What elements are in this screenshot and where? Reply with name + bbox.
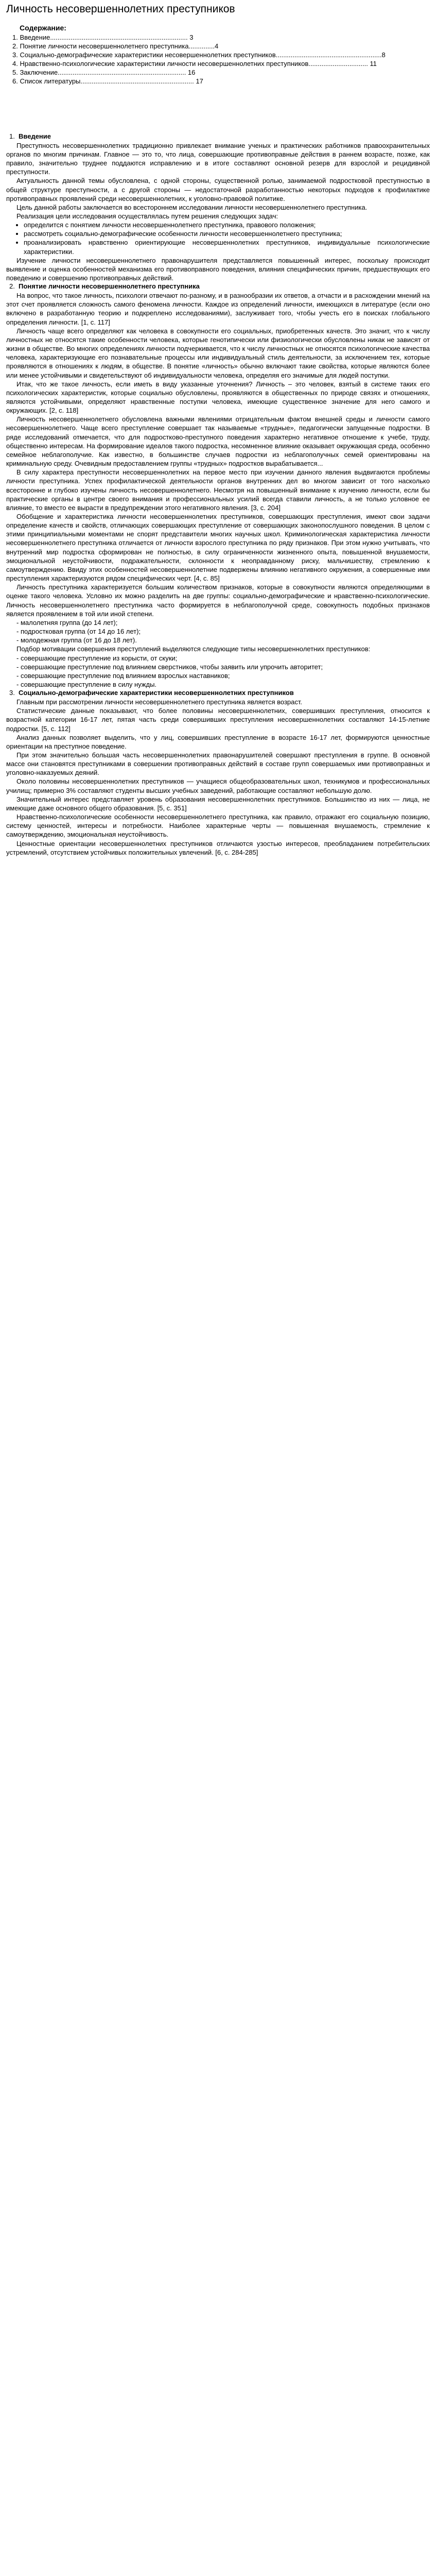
spacer xyxy=(6,86,430,132)
table-of-contents xyxy=(12,23,424,86)
section-title: Введение xyxy=(19,132,51,140)
paragraph: Преступность несовершеннолетних традиционно привлекает внимание ученых и практических работников правоохранительных органов по многим причинам. Главное — это то, что лица, совершающие противоправные действия в раннем возрасте, позже, как правило, значительно труднее поддаются исправлению и в итоге составляют основной резерв для взрослой и рецидивной преступности. xyxy=(6,141,430,176)
list-item: - малолетняя группа (до 14 лет); xyxy=(16,618,118,626)
paragraph: Около половины несовершеннолетних преступников — учащиеся общеобразовательных школ, техникумов и профессиональных училищ; примерно 3% составляют студенты высших учебных заведений, работающие составляют небольшую долю. xyxy=(6,777,430,794)
list-item: - молодежная группа (от 16 до 18 лет). xyxy=(16,636,137,645)
paragraph: Итак, что же такое личность, если иметь в виду указанные уточнения? Личность – это человек, взятый в системе таких его психологических характеристик, которые социально обусловлены, проявляются в общественных по природе связях и отношениях, являются устойчивыми, определяют нравственные поступки человека, имеющие существенное значение для него самого и окружающих. [2, с. 118] xyxy=(6,380,430,415)
page-title: Личность несовершеннолетних преступников xyxy=(6,3,235,15)
paragraph: Нравственно-психологические особенности несовершеннолетнего преступника, как правило, отражают его социальную позицию, систему ценностей, интересы и потребности. Наиболее характерные черты — повышенная внушаемость, стремление к самоутверждению, эмоциональная неустойчивость. xyxy=(6,813,430,839)
section-heading-concept: 2. Понятие личности несовершеннолетнего преступника xyxy=(9,282,200,291)
paragraph: При этом значительно большая часть несовершеннолетних правонарушителей совершают преступления в группе. В основной массе они становятся преступниками в совершении противоправных действий в составе групп совершаемых ими противоправных и уголовно-наказуемых деяний. xyxy=(6,751,430,777)
toc-item[interactable]: 4. Нравственно-психологические характеристики личности несовершеннолетних преступников................................ 11 xyxy=(12,60,377,68)
toc-item[interactable]: 5. Заключение..................................................................... 16 xyxy=(12,69,196,77)
list-item: - совершающие преступление в силу нужды. xyxy=(16,680,157,688)
list-item: - совершающие преступление под влиянием взрослых наставников; xyxy=(16,671,230,680)
section-heading-socdem: 3. Социально-демографические характеристики несовершеннолетних преступников xyxy=(9,689,294,697)
task-list xyxy=(6,221,430,256)
paragraph: Статистические данные показывают, что более половины несовершеннолетних, совершивших преступления, относится к возрастной категории 16-17 лет, пятая часть среди совершивших преступления несовершеннолетних составляют 14-15-летние подростки. [5, с. 112] xyxy=(6,707,430,733)
section-heading-intro: 1. Введение xyxy=(9,132,51,140)
paragraph: Изучение личности несовершеннолетнего правонарушителя представляется повышенный интерес, поскольку происходит выявление и оценка особенностей механизма его противоправного поведения, влияния специфических причин, предшествующих его поведению и совершению противоправных действий. xyxy=(6,256,430,282)
list-item: • рассмотреть социально-демографические особенности личности несовершеннолетнего преступника; xyxy=(24,229,430,238)
section-title: Социально-демографические характеристики несовершеннолетних преступников xyxy=(19,689,294,697)
list-item: - совершающие преступление под влиянием сверстников, чтобы заявить или упрочить авторитет; xyxy=(16,663,323,671)
paragraph: Личность несовершеннолетнего обусловлена важными явлениями отрицательным фактом внешней среды и личности самого несовершеннолетнего. Чаще всего преступление совершает так называемые «трудные», педагогически запущенные подростки. В ряде исследований отмечается, что для подростково-преступного поведения характерно негативное отношение к учебе, труду, общественно интересам. На формирование идеалов такого подростка, несомненное влияние оказывает окружающая среда, особенно семейное неблагополучие. Как известно, в большинстве случаев подростки из неблагополучных семей ориентированы на криминальную среду. Очевидным предоставлением группы «трудных» подростков вырабатывается... xyxy=(6,415,430,468)
paragraph: На вопрос, что такое личность, психологи отвечают по-разному, и в разнообразии их ответов, а отчасти и в расхождении мнений на этот счет проявляется сложность самого феномена личности. Каждое из определений личности, имеющихся в литературе (если оно включено в разработанную теорию и подкреплено исследованиями), заслуживает того, чтобы учесть его в поисках глобального определения личности. [1, с. 117] xyxy=(6,292,430,326)
toc-heading: Содержание: xyxy=(20,24,66,32)
toc-item[interactable]: 6. Список литературы............................................................. 17 xyxy=(12,77,203,85)
paragraph: Цель данной работы заключается во всестороннем исследовании личности несовершеннолетнего преступника. xyxy=(16,203,368,211)
paragraph: Обобщение и характеристика личности несовершеннолетних преступников, совершающих преступления, имеют свои задачи определение качеств и свойств, отличающих совершающих преступление от совершающих законопослушного поведения. В целом с этими принципиальными моментами не спорят представители многих научных школ. Криминологическая характеристика личности несовершеннолетнего преступника отличается от личности взрослого преступника по ряду признаков. При этом нужно учитывать, что внутренний мир подростка сформирован не полностью, в силу ограниченности жизненного опыта, повышенной внушаемости, эмоциональной неустойчивости, подражательности, склонности к неоправданному риску, мальчишеству, стремлению к самоутверждению. Ввиду этих особенностей несовершеннолетние подвержены влиянию негативного окружения, а совершенные ими преступления характеризуются рядом специфических черт. [4, с. 85] xyxy=(6,513,430,583)
paragraph: Реализация цели исследования осуществлялась путем решения следующих задач: xyxy=(16,212,278,220)
toc-item[interactable]: 2. Понятие личности несовершеннолетнего преступника..............4 xyxy=(12,42,219,50)
list-item: • проанализировать нравственно ориентирующие несовершеннолетних преступников, индивидуальные психологические характеристики. xyxy=(24,238,430,256)
paragraph: Актуальность данной темы обусловлена, с одной стороны, существенной ролью, занимаемой подростковой преступностью в общей структуре преступности, а с другой стороны — недостаточной разработанностью некоторых подходов к профилактике противоправных проявлений среди несовершеннолетних, к уголовно-правовой политике. xyxy=(6,177,430,202)
paragraph: Главным при рассмотрении личности несовершеннолетнего преступника является возраст. xyxy=(16,698,303,706)
paragraph: Подбор мотивации совершения преступлений выделяются следующие типы несовершеннолетних преступников: xyxy=(16,645,371,653)
paragraph: Анализ данных позволяет выделить, что у лиц, совершивших преступление в возрасте 16-17 лет, формируются ценностные ориентации на преступное поведение. xyxy=(6,733,430,750)
list-item: - совершающие преступление из корысти, от скуки; xyxy=(16,654,178,662)
paragraph: Значительный интерес представляет уровень образования несовершеннолетних преступников. Большинство из них — лица, не имеющие даже основного общего образования. [5, с. 351] xyxy=(6,795,430,812)
list-item: - подростковая группа (от 14 до 16 лет); xyxy=(16,628,141,636)
section-title: Понятие личности несовершеннолетнего преступника xyxy=(19,282,200,291)
paragraph: Личность чаще всего определяют как человека в совокупности его социальных, приобретенных качеств. Это значит, что к числу личностных не относятся такие особенности человека, которые генотипически или физиологически обусловлены никак не зависят от жизни в обществе. Во многих определениях личности подчеркивается, что к числу личностных не относятся психологические качества человека, характеризующие его познавательные процессы или индивидуальный стиль деятельности, за исключением тех, которые проявляются в отношениях к людям, в обществе. В понятие «личность» обычно включают такие свойства, которые являются более или менее устойчивыми и свидетельствуют об индивидуальности человека, определяя его значимые для людей поступки. xyxy=(6,327,430,379)
paragraph: Ценностные ориентации несовершеннолетних преступников отличаются узостью интересов, преобладанием потребительских устремлений, отсутствием устойчивых положительных увлечений. [6, с. 284-285] xyxy=(6,839,430,856)
list-item: • определится с понятием личности несовершеннолетнего преступника, правового положения; xyxy=(24,221,430,229)
toc-item[interactable]: 1. Введение.......................................................................... 3 xyxy=(12,33,194,42)
paragraph: Личность преступника характеризуется большим количеством признаков, которые в совокупности являются определяющими в оценке такого человека. Условно их можно разделить на две группы: социально-демографические и нравственно-психологические. Личность несовершеннолетнего преступника часто формируется в неблагополучной среде, совокупность подобных признаков является проявлением в той или иной степени. xyxy=(6,583,430,618)
paragraph: В силу характера преступности несовершеннолетних на первое место при изучении данного явления выдвигаются проблемы личности преступника. Успех профилактической деятельности органов внутренних дел во многом зависит от того насколько всесторонне и глубоко изучены личность несовершеннолетнего. Несмотря на повышенный внимание к изучению личности, если бы практические органы в центре своего внимания и профессиональных усилий всегда ставили личность, а не только условное ее влияние, то вместо ее вырасти в предупреждении этого негативного явления. [3, с. 204] xyxy=(6,468,430,512)
toc-item[interactable]: 3. Социально-демографические характеристики несовершеннолетних преступников.........................................................8 xyxy=(12,51,386,59)
